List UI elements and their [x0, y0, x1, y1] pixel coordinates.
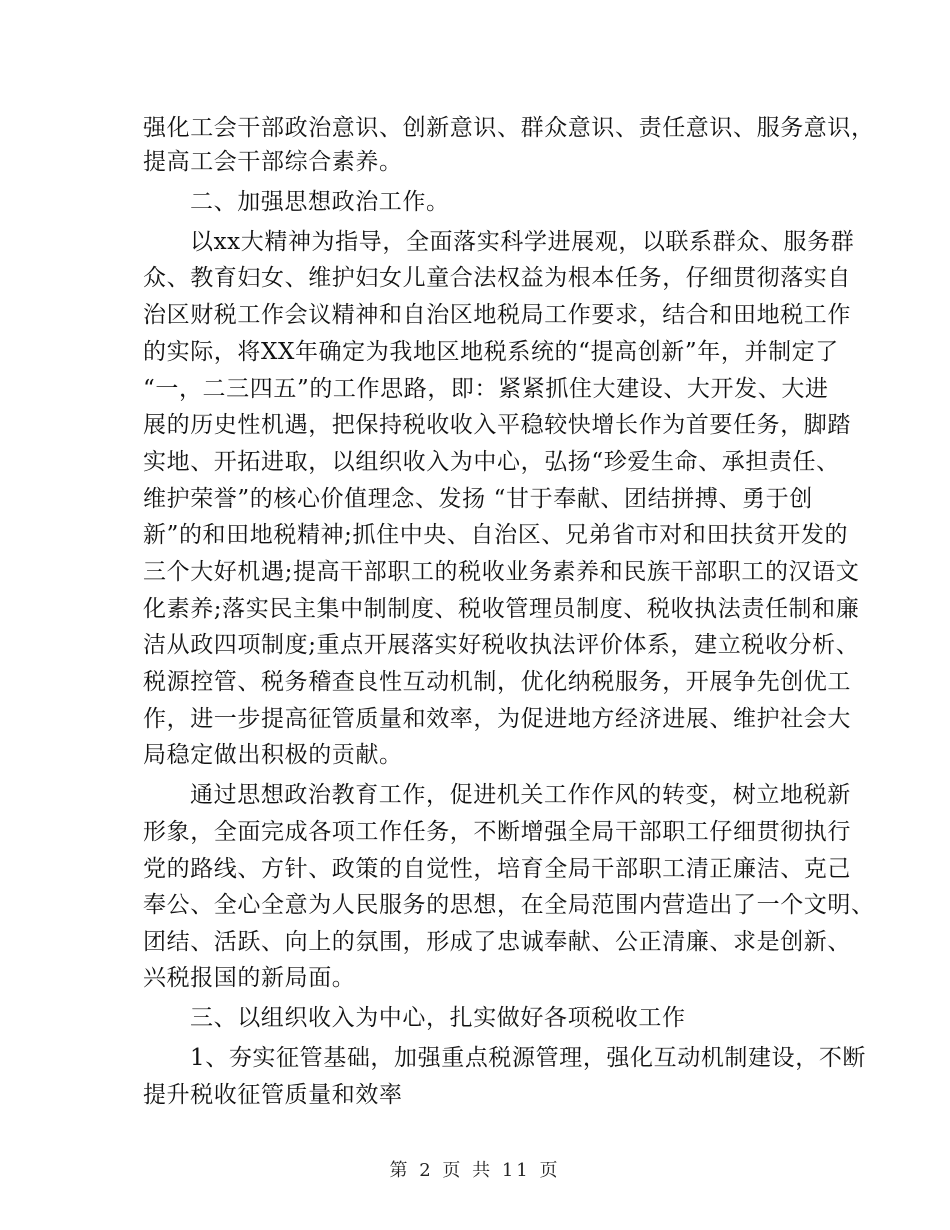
text-line: 洁从政四项制度;重点开展落实好税收执法评价体系，建立税收分析、 — [143, 632, 860, 658]
text-line: 化素养;落实民主集中制制度、税收管理员制度、税收执法责任制和廉 — [143, 596, 860, 622]
text-line: 强化工会干部政治意识、创新意识、群众意识、责任意识、服务意识， — [143, 115, 875, 141]
section-heading: 三、以组织收入为中心，扎实做好各项税收工作 — [190, 1005, 686, 1031]
page-number-footer: 第 2 页 共 11 页 — [389, 1160, 561, 1181]
text-line: 通过思想政治教育工作，促进机关工作作风的转变，树立地税新 — [190, 782, 851, 808]
text-line: 党的路线、方针、政策的自觉性，培育全局干部职工清正廉洁、克己 — [143, 856, 851, 882]
text-line: 的实际，将XX年确定为我地区地税系统的“提高创新”年，并制定了 — [143, 339, 839, 365]
text-line: 税源控管、税务稽查良性互动机制，优化纳税服务，开展争先创优工 — [143, 669, 851, 695]
text-line: 以xx大精神为指导，全面落实科学进展观，以联系群众、服务群 — [190, 229, 855, 255]
text-line: 维护荣誉”的核心价值理念、发扬 “甘于奉献、团结拼搏、勇于创 — [143, 486, 813, 512]
text-line: 形象，全面完成各项工作任务，不断增强全局干部职工仔细贯彻执行 — [143, 819, 851, 845]
text-line: 三个大好机遇;提高干部职工的税收业务素养和民族干部职工的汉语文 — [143, 559, 860, 585]
text-line: 团结、活跃、向上的氛围，形成了忠诚奉献、公正清廉、求是创新、 — [143, 929, 851, 955]
text-line: 众、教育妇女、维护妇女儿童合法权益为根本任务，仔细贯彻落实自 — [143, 265, 851, 291]
text-line: 兴税报国的新局面。 — [143, 965, 356, 991]
text-line: 奉公、全心全意为人民服务的思想，在全局范围内营造出了一个文明、 — [143, 892, 875, 918]
text-line: 提高工会干部综合素养。 — [143, 149, 403, 175]
text-line: 提升税收征管质量和效率 — [143, 1082, 403, 1108]
text-line: 展的历史性机遇，把保持税收收入平稳较快增长作为首要任务，脚踏 — [143, 412, 851, 438]
text-line: 实地、开拓进取，以组织收入为中心，弘扬“珍爱生命、承担责任、 — [143, 449, 840, 475]
text-line: “一，二三四五”的工作思路，即：紧紧抓住大建设、大开发、大进 — [143, 376, 829, 402]
text-line: 局稳定做出积极的贡献。 — [143, 742, 403, 768]
text-line: 作，进一步提高征管质量和效率，为促进地方经济进展、维护社会大 — [143, 706, 851, 732]
text-line: 治区财税工作会议精神和自治区地税局工作要求，结合和田地税工作 — [143, 302, 851, 328]
section-heading: 二、加强思想政治工作。 — [190, 189, 450, 215]
text-line: 新”的和田地税精神;抓住中央、自治区、兄弟省市对和田扶贫开发的 — [143, 522, 849, 548]
text-line: 1、夯实征管基础，加强重点税源管理，强化互动机制建设，不断 — [190, 1045, 867, 1071]
